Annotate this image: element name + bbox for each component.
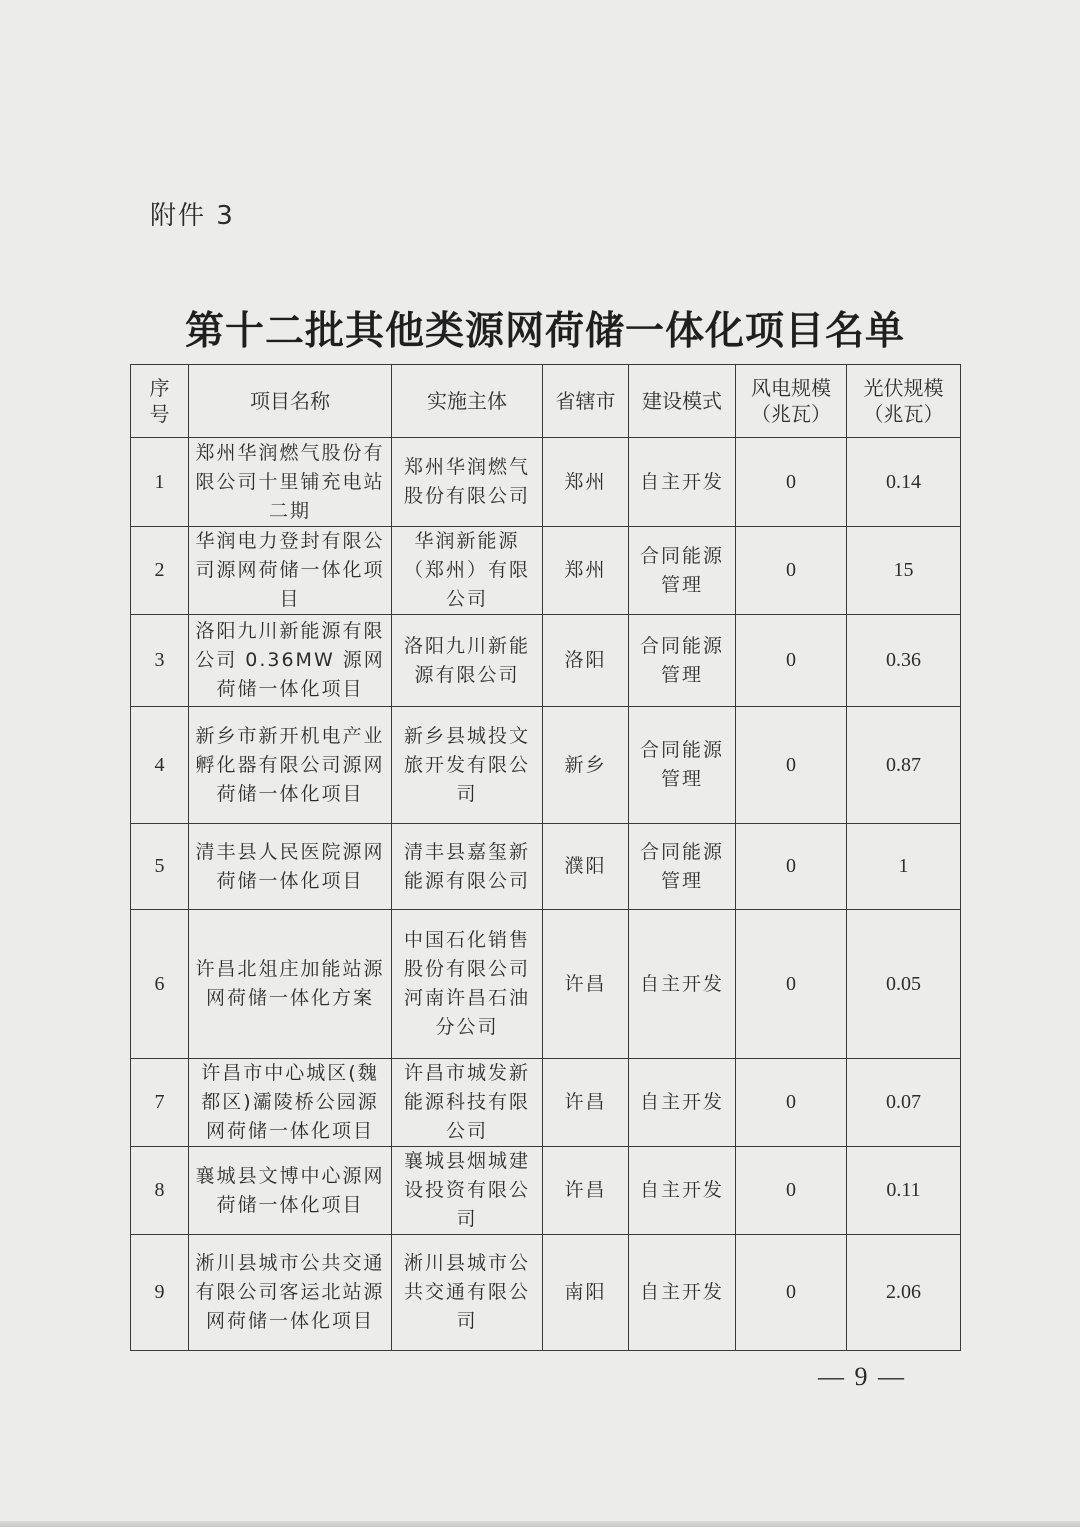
cell-mode: 合同能源管理 xyxy=(629,527,736,615)
cell-mode: 合同能源管理 xyxy=(629,824,736,910)
cell-entity: 淅川县城市公共交通有限公司 xyxy=(392,1235,543,1351)
cell-entity: 新乡县城投文旅开发有限公司 xyxy=(392,707,543,824)
cell-seq: 6 xyxy=(131,910,189,1059)
cell-solar: 0.87 xyxy=(847,707,961,824)
cell-solar: 15 xyxy=(847,527,961,615)
table-row xyxy=(131,707,961,824)
cell-wind: 0 xyxy=(736,438,847,527)
header-entity: 实施主体 xyxy=(392,365,543,438)
cell-wind: 0 xyxy=(736,824,847,910)
cell-seq: 9 xyxy=(131,1235,189,1351)
cell-solar: 0.11 xyxy=(847,1147,961,1235)
cell-city: 郑州 xyxy=(543,527,629,615)
header-solar-line1: 光伏规模 xyxy=(863,376,944,400)
cell-wind: 0 xyxy=(736,1059,847,1147)
cell-city: 濮阳 xyxy=(543,824,629,910)
cell-project-name: 许昌北俎庄加能站源网荷储一体化方案 xyxy=(189,910,392,1059)
cell-project-name: 清丰县人民医院源网荷储一体化项目 xyxy=(189,824,392,910)
cell-wind: 0 xyxy=(736,910,847,1059)
cell-city: 洛阳 xyxy=(543,615,629,707)
cell-entity: 洛阳九川新能源有限公司 xyxy=(392,615,543,707)
cell-mode: 自主开发 xyxy=(629,1059,736,1147)
table-row xyxy=(131,910,961,1059)
table-row xyxy=(131,527,961,615)
cell-entity: 华润新能源（郑州）有限公司 xyxy=(392,527,543,615)
cell-city: 南阳 xyxy=(543,1235,629,1351)
header-solar xyxy=(847,365,961,438)
page-number: — 9 — xyxy=(818,1362,906,1391)
attachment-label: 附件 3 xyxy=(150,201,235,231)
table-row xyxy=(131,1059,961,1147)
cell-seq: 8 xyxy=(131,1147,189,1235)
cell-seq: 2 xyxy=(131,527,189,615)
document-title: 第十二批其他类源网荷储一体化项目名单 xyxy=(184,308,905,354)
cell-solar: 0.07 xyxy=(847,1059,961,1147)
cell-entity: 襄城县烟城建设投资有限公司 xyxy=(392,1147,543,1235)
cell-city: 许昌 xyxy=(543,910,629,1059)
cell-wind: 0 xyxy=(736,1235,847,1351)
table-header-row xyxy=(131,365,961,438)
cell-seq: 4 xyxy=(131,707,189,824)
cell-entity: 清丰县嘉玺新能源有限公司 xyxy=(392,824,543,910)
cell-mode: 自主开发 xyxy=(629,910,736,1059)
cell-seq: 3 xyxy=(131,615,189,707)
cell-entity: 郑州华润燃气股份有限公司 xyxy=(392,438,543,527)
header-wind-line2: （兆瓦） xyxy=(751,402,831,426)
cell-mode: 合同能源管理 xyxy=(629,615,736,707)
header-seq-line2: 号 xyxy=(149,402,170,426)
header-solar-line2: （兆瓦） xyxy=(863,402,944,426)
cell-seq: 5 xyxy=(131,824,189,910)
cell-solar: 0.05 xyxy=(847,910,961,1059)
cell-entity: 许昌市城发新能源科技有限公司 xyxy=(392,1059,543,1147)
cell-solar: 0.14 xyxy=(847,438,961,527)
cell-city: 许昌 xyxy=(543,1147,629,1235)
project-table xyxy=(130,364,961,1351)
cell-project-name: 新乡市新开机电产业孵化器有限公司源网荷储一体化项目 xyxy=(189,707,392,824)
cell-project-name: 襄城县文博中心源网荷储一体化项目 xyxy=(189,1147,392,1235)
header-city: 省辖市 xyxy=(543,365,629,438)
cell-mode: 自主开发 xyxy=(629,1147,736,1235)
header-project-name: 项目名称 xyxy=(189,365,392,438)
cell-mode: 合同能源管理 xyxy=(629,707,736,824)
cell-seq: 1 xyxy=(131,438,189,527)
cell-project-name: 许昌市中心城区(魏都区)灞陵桥公园源网荷储一体化项目 xyxy=(189,1059,392,1147)
cell-mode: 自主开发 xyxy=(629,438,736,527)
cell-wind: 0 xyxy=(736,615,847,707)
cell-city: 郑州 xyxy=(543,438,629,527)
cell-solar: 2.06 xyxy=(847,1235,961,1351)
table-row xyxy=(131,438,961,527)
header-mode: 建设模式 xyxy=(629,365,736,438)
table-row xyxy=(131,1235,961,1351)
cell-wind: 0 xyxy=(736,1147,847,1235)
cell-city: 新乡 xyxy=(543,707,629,824)
cell-project-name: 洛阳九川新能源有限公司 0.36MW 源网荷储一体化项目 xyxy=(189,615,392,707)
cell-project-name: 华润电力登封有限公司源网荷储一体化项目 xyxy=(189,527,392,615)
header-wind-line1: 风电规模 xyxy=(751,376,831,400)
cell-entity: 中国石化销售股份有限公司河南许昌石油分公司 xyxy=(392,910,543,1059)
cell-project-name: 淅川县城市公共交通有限公司客运北站源网荷储一体化项目 xyxy=(189,1235,392,1351)
cell-project-name: 郑州华润燃气股份有限公司十里铺充电站二期 xyxy=(189,438,392,527)
table-row xyxy=(131,615,961,707)
cell-wind: 0 xyxy=(736,707,847,824)
cell-solar: 1 xyxy=(847,824,961,910)
header-seq xyxy=(131,365,189,438)
header-seq-line1: 序 xyxy=(149,376,170,400)
cell-wind: 0 xyxy=(736,527,847,615)
header-wind xyxy=(736,365,847,438)
table-row xyxy=(131,824,961,910)
table-row xyxy=(131,1147,961,1235)
cell-seq: 7 xyxy=(131,1059,189,1147)
cell-city: 许昌 xyxy=(543,1059,629,1147)
cell-mode: 自主开发 xyxy=(629,1235,736,1351)
cell-solar: 0.36 xyxy=(847,615,961,707)
page-bottom-edge xyxy=(0,1521,1080,1527)
